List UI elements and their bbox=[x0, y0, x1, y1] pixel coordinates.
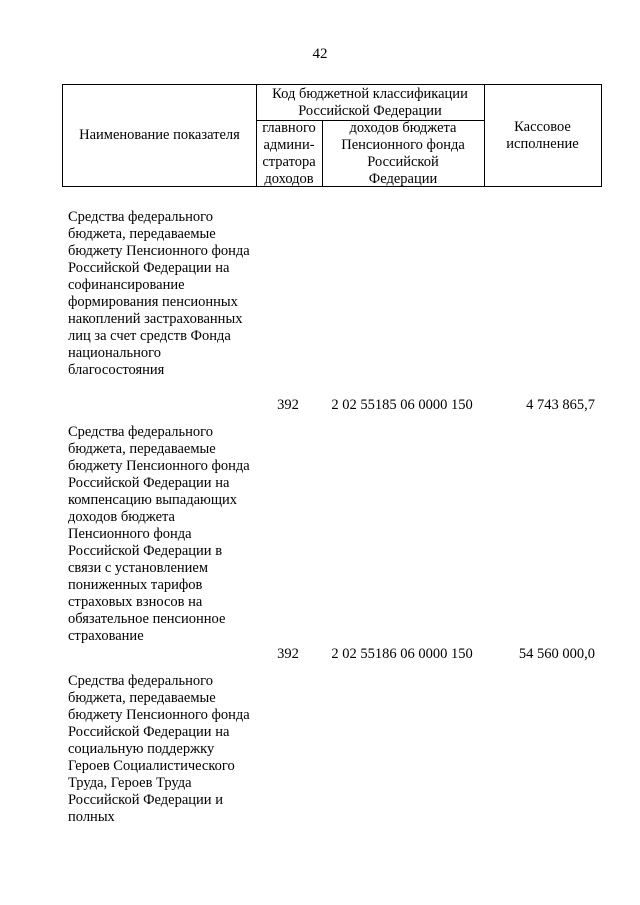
header-code-group: Код бюджетной классификации Российской Федерации bbox=[272, 85, 468, 119]
table-header bbox=[62, 84, 602, 187]
page-number: 42 bbox=[312, 46, 328, 62]
row-admin-code: 392 bbox=[277, 646, 299, 662]
row-budget-code: 2 02 55186 06 0000 150 bbox=[331, 646, 473, 662]
header-income: доходов бюджета Пенсионного фонда Российской Федерации bbox=[341, 119, 465, 187]
table-row bbox=[62, 424, 602, 663]
row-name: Средства федерального бюджета, передаваемые бюджету Пенсионного фонда Российской Федерации на компенсацию выпадающих доходов бюджета Пенсионного фонда Российской Федерации в связи с установлением пониженных тарифов страховых взносов на обязательное пенсионное страхование bbox=[68, 424, 250, 644]
row-name: Средства федерального бюджета, передаваемые бюджету Пенсионного фонда Российской Федерации на софинансирование формирования пенсионных накоплений застрахованных лиц за счет средств Фонда национального благосостояния bbox=[68, 209, 250, 378]
header-admin: главного админи-стратора доходов bbox=[262, 119, 316, 187]
row-amount: 54 560 000,0 bbox=[518, 646, 595, 662]
row-name: Средства федерального бюджета, передаваемые бюджету Пенсионного фонда Российской Федерации на социальную поддержку Героев Социалистического Труда, Героев Труда Российской Федерации и полных bbox=[68, 673, 250, 825]
row-amount: 4 743 865,7 bbox=[526, 397, 595, 413]
table-row bbox=[62, 209, 602, 414]
header-name: Наименование показателя bbox=[79, 127, 240, 143]
row-admin-code: 392 bbox=[277, 397, 299, 413]
row-budget-code: 2 02 55185 06 0000 150 bbox=[331, 397, 473, 413]
table-row bbox=[62, 673, 602, 833]
header-execution: Кассовое исполнение bbox=[506, 118, 579, 152]
